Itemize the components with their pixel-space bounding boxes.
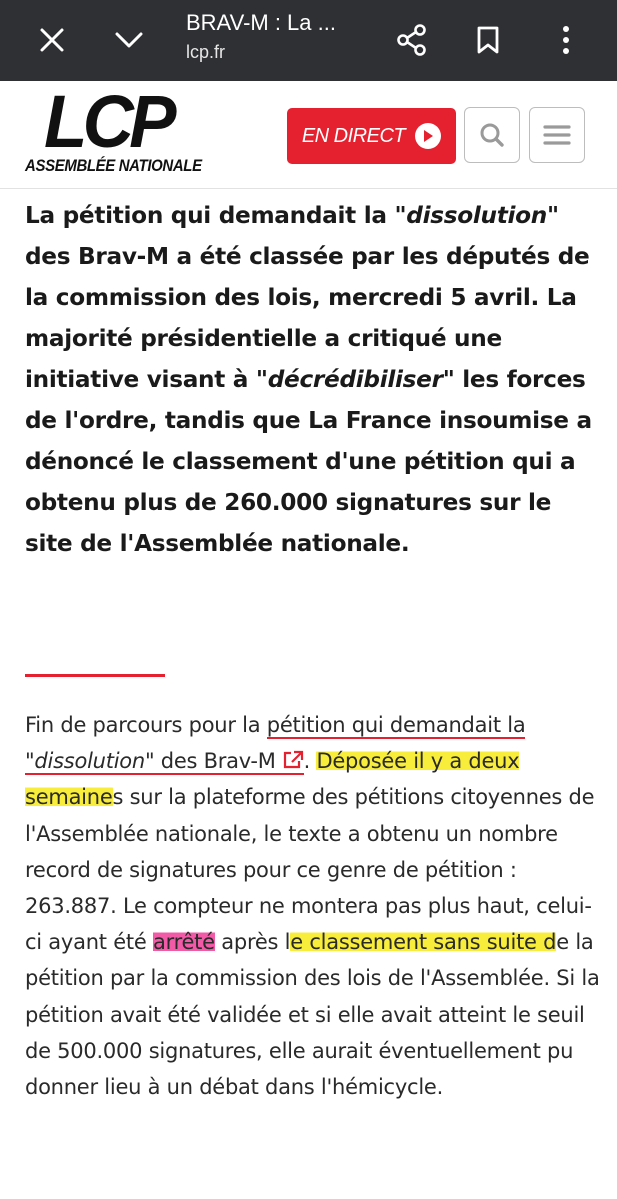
highlight: e classement sans suite d: [290, 930, 557, 955]
bookmark-button[interactable]: [462, 14, 514, 66]
minimize-button[interactable]: [103, 14, 155, 66]
lead-emphasis: décrédibiliser: [267, 366, 443, 393]
site-header: [0, 81, 617, 189]
external-link-icon: [282, 750, 304, 770]
more-vertical-icon: [561, 25, 571, 55]
link-text: pétition qui demandait la ": [25, 713, 526, 774]
chevron-down-icon: [114, 30, 144, 50]
body-text: après l: [214, 930, 291, 955]
search-button[interactable]: [464, 107, 520, 163]
body-text: e la pétition par la commission des lois de l'Assemblée. Si la pétition avait été validée et si elle avait atteint le seuil de 500.000 signatures, elle aurait éventuellement pu donner lieu à un débat dans l'hémicycle.: [25, 930, 600, 1100]
lead-text: La pétition qui demandait la ": [25, 202, 407, 229]
hamburger-icon: [543, 124, 571, 146]
article-body: [25, 707, 600, 1105]
close-icon: [39, 27, 65, 53]
live-button[interactable]: [287, 108, 456, 164]
body-text: Fin de parcours pour la: [25, 713, 267, 737]
highlight: arrêté: [152, 930, 215, 955]
link-emphasis: dissolution: [34, 749, 145, 774]
share-button[interactable]: [386, 14, 438, 66]
tab-title: BRAV-M : La ...: [186, 10, 336, 35]
bookmark-icon: [476, 25, 500, 55]
highlight: Déposée il y a deux semaine: [25, 749, 520, 810]
logo-subtitle: ASSEMBLÉE NATIONALE: [25, 156, 202, 175]
section-divider: [25, 674, 165, 677]
lead-text: " des Brav-M a été classée par les députés de la commission des lois, mercredi 5 avril. La majorité présidentielle a critiqué une initiative visant à ": [25, 202, 590, 393]
more-options-button[interactable]: [540, 14, 592, 66]
lead-emphasis: dissolution: [406, 202, 547, 229]
search-icon: [479, 122, 505, 148]
lead-text: " les forces de l'ordre, tandis que La France insoumise a dénoncé le classement d'une pétition qui a obtenu plus de 260.000 signatures sur le site de l'Assemblée nationale.: [25, 366, 592, 557]
play-icon: [415, 123, 441, 149]
link-text: " des Brav-M: [144, 749, 276, 774]
share-icon: [397, 24, 427, 56]
close-tab-button[interactable]: [26, 14, 78, 66]
article-lead: [25, 195, 600, 564]
logo-text: LCP: [44, 80, 172, 163]
body-text: s sur la plateforme des pétitions citoyennes de l'Assemblée nationale, le texte a obtenu un nombre record de signatures pour ce genre de pétition : 263.887. Le compteur ne montera pas plus haut, celui-ci ayant été: [25, 785, 595, 955]
browser-toolbar: [0, 0, 617, 81]
page-url: lcp.fr: [186, 42, 226, 62]
body-text: .: [303, 749, 317, 774]
live-label: EN DIRECT: [301, 124, 406, 147]
menu-button[interactable]: [529, 107, 585, 163]
